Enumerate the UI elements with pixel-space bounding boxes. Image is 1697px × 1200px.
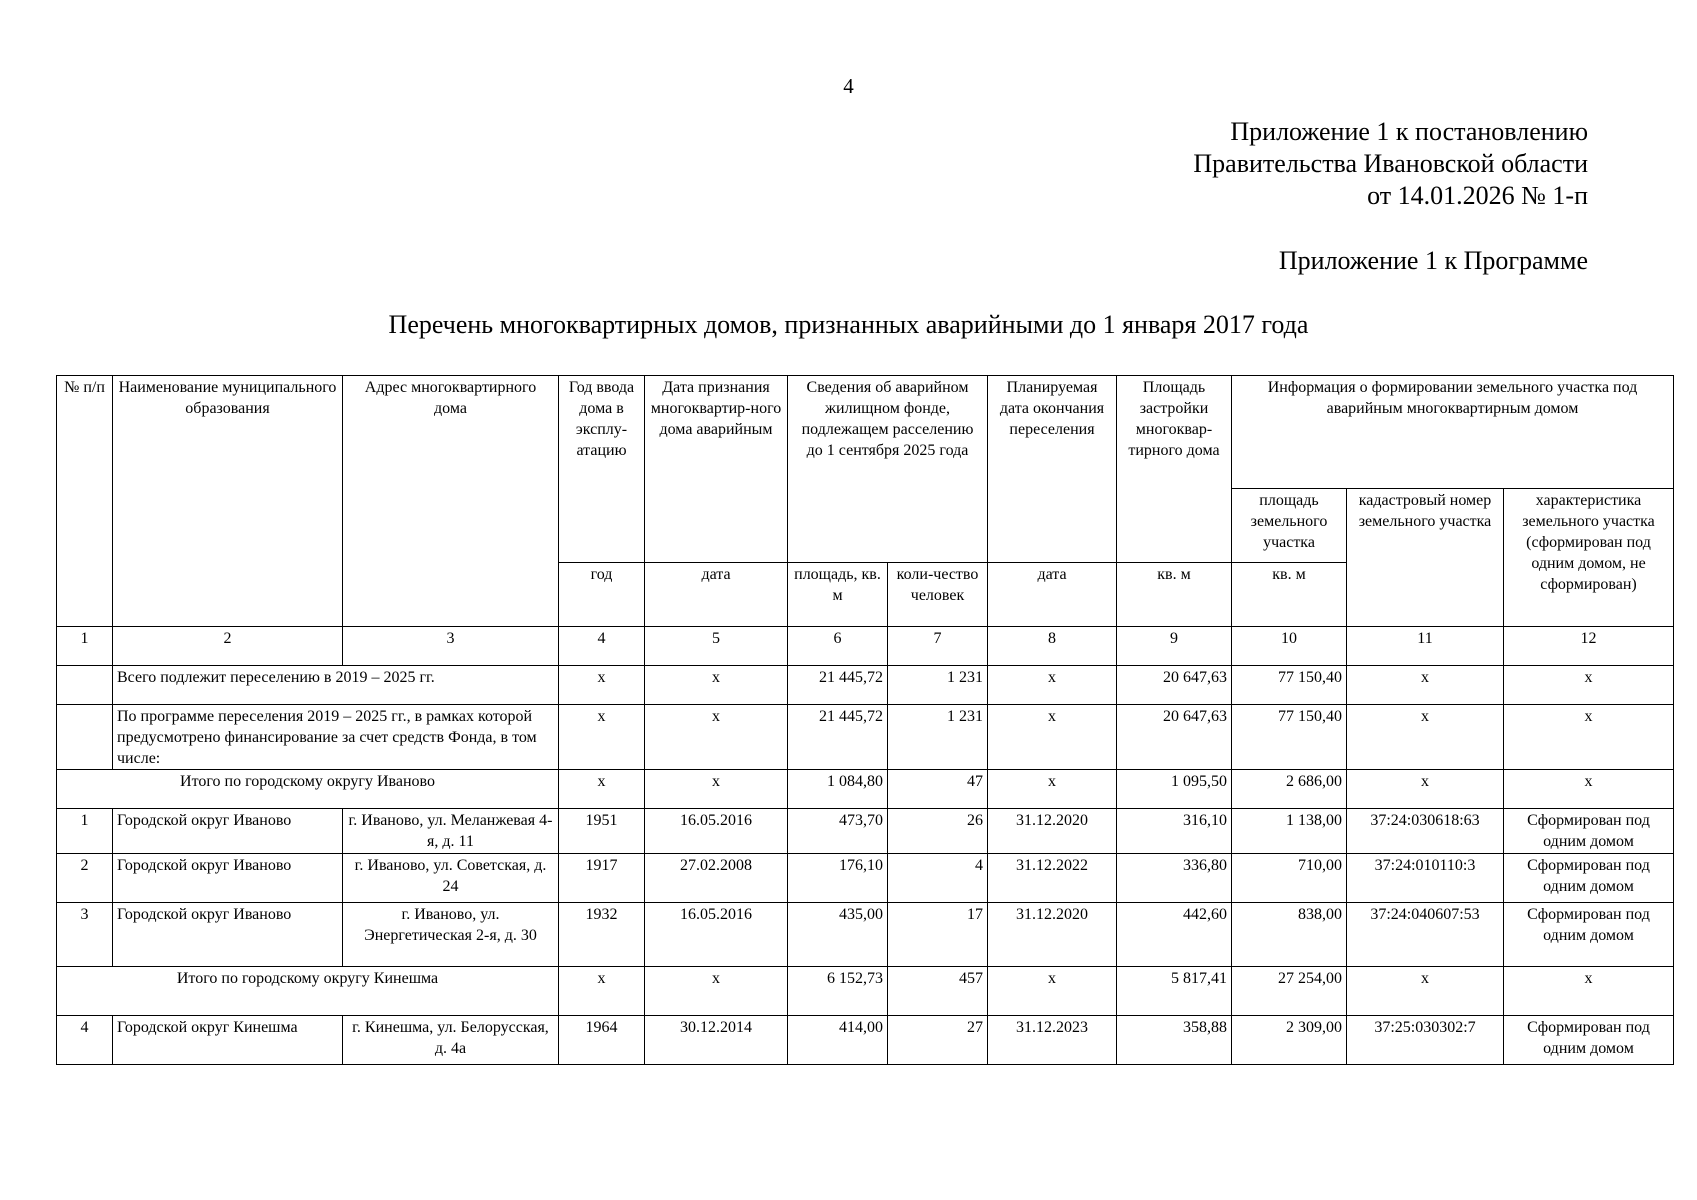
- cell-area: 176,10: [788, 854, 888, 903]
- cell-planned: х: [988, 770, 1117, 809]
- cell-date: х: [645, 705, 788, 770]
- cell-land: 710,00: [1232, 854, 1347, 903]
- unit-date: дата: [645, 563, 788, 627]
- cell-address: г. Иваново, ул. Энергетическая 2-я, д. 30: [343, 903, 559, 967]
- houses-table: [56, 375, 1674, 1065]
- col-number: 3: [343, 627, 559, 666]
- cell-address: г. Кинешма, ул. Белорусская, д. 4а: [343, 1016, 559, 1065]
- col-number: 6: [788, 627, 888, 666]
- cell-area: 6 152,73: [788, 967, 888, 1016]
- cell-planned: 31.12.2020: [988, 903, 1117, 967]
- cell-num: 3: [57, 903, 113, 967]
- cell-planned: х: [988, 967, 1117, 1016]
- cell-municipality: Городской округ Иваново: [113, 809, 343, 854]
- header-row: [57, 376, 1674, 489]
- cell-people: 27: [888, 1016, 988, 1065]
- cell-land: 77 150,40: [1232, 666, 1347, 705]
- cell-planned: х: [988, 705, 1117, 770]
- cell-num: 1: [57, 809, 113, 854]
- col-number: 4: [559, 627, 645, 666]
- cell-year: 1932: [559, 903, 645, 967]
- header-cadastral: кадастровый номер земельного участка: [1347, 489, 1504, 627]
- cell-characteristic: Сформирован под одним домом: [1504, 809, 1674, 854]
- cell-characteristic: х: [1504, 770, 1674, 809]
- cell-building: 442,60: [1117, 903, 1232, 967]
- col-number: 5: [645, 627, 788, 666]
- col-number: 11: [1347, 627, 1504, 666]
- cell-area: 473,70: [788, 809, 888, 854]
- cell-land: 838,00: [1232, 903, 1347, 967]
- unit-planned: дата: [988, 563, 1117, 627]
- appendix-line: от 14.01.2026 № 1-п: [1367, 181, 1588, 210]
- cell-building: 5 817,41: [1117, 967, 1232, 1016]
- table-row: [57, 1016, 1674, 1065]
- cell-num: 4: [57, 1016, 113, 1065]
- cell-cadastral: 37:24:010110:3: [1347, 854, 1504, 903]
- empty-cell: [57, 666, 113, 705]
- unit-area: площадь, кв. м: [788, 563, 888, 627]
- subtotal-ivanovo-label: Итого по городскому округу Иваново: [57, 770, 559, 809]
- cell-municipality: Городской округ Кинешма: [113, 1016, 343, 1065]
- cell-characteristic: х: [1504, 666, 1674, 705]
- header-emergency-fund: Сведения об аварийном жилищном фонде, подлежащем расселению до 1 сентября 2025 года: [788, 376, 988, 563]
- cell-area: 21 445,72: [788, 705, 888, 770]
- header-address: Адрес многоквартирного дома: [343, 376, 559, 627]
- cell-area: 21 445,72: [788, 666, 888, 705]
- cell-planned: 31.12.2023: [988, 1016, 1117, 1065]
- subtotal-ivanovo-row: [57, 770, 1674, 809]
- total-all-row: [57, 666, 1674, 705]
- header-num: № п/п: [57, 376, 113, 627]
- cell-building: 358,88: [1117, 1016, 1232, 1065]
- cell-planned: 31.12.2020: [988, 809, 1117, 854]
- cell-land: 2 309,00: [1232, 1016, 1347, 1065]
- unit-land: кв. м: [1232, 563, 1347, 627]
- appendix-header: [1193, 116, 1588, 212]
- header-land-area: площадь земельного участка: [1232, 489, 1347, 563]
- cell-date: 16.05.2016: [645, 903, 788, 967]
- unit-people: коли-чество человек: [888, 563, 988, 627]
- cell-date: 27.02.2008: [645, 854, 788, 903]
- cell-date: х: [645, 967, 788, 1016]
- page-number: 4: [843, 74, 854, 98]
- cell-cadastral: х: [1347, 666, 1504, 705]
- cell-year: 1964: [559, 1016, 645, 1065]
- total-all-label: Всего подлежит переселению в 2019 – 2025 гг.: [113, 666, 559, 705]
- cell-area: 435,00: [788, 903, 888, 967]
- cell-people: 1 231: [888, 705, 988, 770]
- cell-building: 336,80: [1117, 854, 1232, 903]
- cell-land: 27 254,00: [1232, 967, 1347, 1016]
- cell-address: г. Иваново, ул. Советская, д. 24: [343, 854, 559, 903]
- column-numbers-row: [57, 627, 1674, 666]
- col-number: 8: [988, 627, 1117, 666]
- table-row: [57, 809, 1674, 854]
- cell-land: 1 138,00: [1232, 809, 1347, 854]
- header-land-characteristic: характеристика земельного участка (сформирован под одним домом, не сформирован): [1504, 489, 1674, 627]
- cell-address: г. Иваново, ул. Меланжевая 4-я, д. 11: [343, 809, 559, 854]
- cell-people: 457: [888, 967, 988, 1016]
- header-municipality: Наименование муниципального образования: [113, 376, 343, 627]
- col-number: 9: [1117, 627, 1232, 666]
- cell-date: х: [645, 770, 788, 809]
- cell-date: х: [645, 666, 788, 705]
- cell-characteristic: Сформирован под одним домом: [1504, 854, 1674, 903]
- header-planned-date: Планируемая дата окончания переселения: [988, 376, 1117, 563]
- cell-date: 16.05.2016: [645, 809, 788, 854]
- table-row: [57, 903, 1674, 967]
- document-title: Перечень многоквартирных домов, признанных аварийными до 1 января 2017 года: [388, 310, 1309, 339]
- cell-municipality: Городской округ Иваново: [113, 903, 343, 967]
- col-number: 2: [113, 627, 343, 666]
- cell-date: 30.12.2014: [645, 1016, 788, 1065]
- header-building-area: Площадь застройки многоквар-тирного дома: [1117, 376, 1232, 563]
- cell-people: 4: [888, 854, 988, 903]
- cell-cadastral: х: [1347, 967, 1504, 1016]
- cell-people: 1 231: [888, 666, 988, 705]
- cell-year: х: [559, 770, 645, 809]
- header-year: Год ввода дома в эксплу-атацию: [559, 376, 645, 563]
- cell-people: 17: [888, 903, 988, 967]
- appendix-line: Правительства Ивановской области: [1193, 149, 1588, 178]
- cell-cadastral: 37:25:030302:7: [1347, 1016, 1504, 1065]
- cell-building: 1 095,50: [1117, 770, 1232, 809]
- cell-num: 2: [57, 854, 113, 903]
- appendix-line: Приложение 1 к постановлению: [1230, 117, 1588, 146]
- cell-land: 77 150,40: [1232, 705, 1347, 770]
- col-number: 12: [1504, 627, 1674, 666]
- appendix-program: Приложение 1 к Программе: [1278, 246, 1588, 275]
- cell-characteristic: х: [1504, 967, 1674, 1016]
- cell-building: 20 647,63: [1117, 666, 1232, 705]
- unit-year: год: [559, 563, 645, 627]
- cell-municipality: Городской округ Иваново: [113, 854, 343, 903]
- cell-year: х: [559, 705, 645, 770]
- total-program-row: [57, 705, 1674, 770]
- unit-building: кв. м: [1117, 563, 1232, 627]
- empty-cell: [57, 705, 113, 770]
- cell-area: 414,00: [788, 1016, 888, 1065]
- cell-area: 1 084,80: [788, 770, 888, 809]
- cell-year: 1951: [559, 809, 645, 854]
- cell-land: 2 686,00: [1232, 770, 1347, 809]
- cell-characteristic: Сформирован под одним домом: [1504, 1016, 1674, 1065]
- col-number: 7: [888, 627, 988, 666]
- header-land-info: Информация о формировании земельного участка под аварийным многоквартирным домом: [1232, 376, 1674, 489]
- cell-people: 26: [888, 809, 988, 854]
- cell-year: х: [559, 666, 645, 705]
- cell-year: 1917: [559, 854, 645, 903]
- table-row: [57, 854, 1674, 903]
- cell-building: 20 647,63: [1117, 705, 1232, 770]
- cell-year: х: [559, 967, 645, 1016]
- cell-planned: х: [988, 666, 1117, 705]
- header-date-recognized: Дата признания многоквартир-ного дома аварийным: [645, 376, 788, 563]
- cell-people: 47: [888, 770, 988, 809]
- cell-building: 316,10: [1117, 809, 1232, 854]
- col-number: 10: [1232, 627, 1347, 666]
- total-program-label: По программе переселения 2019 – 2025 гг., в рамках которой предусмотрено финансирование за счет средств Фонда, в том числе:: [113, 705, 559, 770]
- subtotal-kineshma-label: Итого по городскому округу Кинешма: [57, 967, 559, 1016]
- cell-planned: 31.12.2022: [988, 854, 1117, 903]
- cell-characteristic: х: [1504, 705, 1674, 770]
- cell-cadastral: х: [1347, 770, 1504, 809]
- col-number: 1: [57, 627, 113, 666]
- subtotal-kineshma-row: [57, 967, 1674, 1016]
- cell-cadastral: 37:24:040607:53: [1347, 903, 1504, 967]
- cell-cadastral: 37:24:030618:63: [1347, 809, 1504, 854]
- cell-characteristic: Сформирован под одним домом: [1504, 903, 1674, 967]
- cell-cadastral: х: [1347, 705, 1504, 770]
